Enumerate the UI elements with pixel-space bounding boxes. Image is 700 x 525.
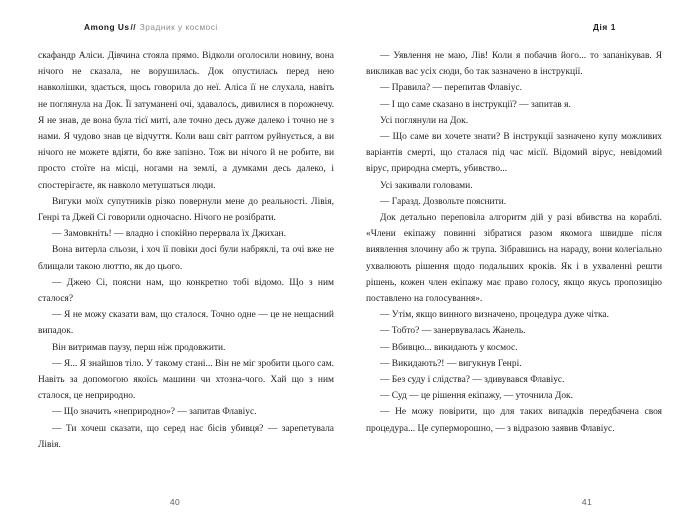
left-page-text: [38, 48, 334, 453]
paragraph: — Що значить «неприродно»? — запитав Флавіус.: [52, 407, 257, 418]
paragraph: — І що саме сказано в інструкції? — запитав я.: [380, 99, 571, 110]
left-page-number: 40: [169, 497, 181, 507]
book-subtitle: Зрадник у космосі: [139, 22, 218, 32]
paragraph: — Не можу повірити, що для таких випадків передбачена своя процедура... Це суперморошно, — з відразою заявив Флавіус.: [366, 407, 662, 434]
right-page: [350, 0, 700, 525]
running-head-separator: //: [130, 22, 137, 32]
paragraph: — Замовкніть! — владно і спокійно перервала їх Джихан.: [52, 229, 286, 240]
paragraph: — Я не можу сказати вам, що сталося. Точно одне — це не нещасний випадок.: [38, 310, 334, 337]
right-page-number: 41: [581, 497, 593, 507]
paragraph: — Що саме ви хочете знати? В інструкції зазначено купу можливих варіантів смерті, що сталася під час місії. Відомий вірус, невідомий вірус, природна смерть, убивство...: [366, 132, 662, 175]
paragraph: — Утім, якщо винного визначено, процедура дуже чітка.: [380, 310, 609, 321]
chapter-title: Дія 1: [593, 22, 616, 32]
paragraph: — Гаразд. Дозвольте пояснити.: [380, 196, 507, 207]
paragraph: — Викидають?! — вигукнув Генрі.: [380, 358, 522, 369]
paragraph: — Уявлення не маю, Лів! Коли я побачив його... то запанікував. Я викликав вас усіх сюди, бо так зазначено в інструкції.: [366, 51, 662, 78]
paragraph: Він витримав паузу, перш ніж продовжити.: [52, 342, 226, 353]
left-running-head: [38, 22, 334, 48]
paragraph: — Без суду і слідства? — здивувався Флавіус.: [380, 375, 565, 386]
right-page-text: [366, 48, 662, 437]
paragraph: — Вбивцю... викидають у космос.: [380, 342, 518, 353]
right-running-head: [366, 22, 662, 48]
paragraph: — Суд — це рішення екіпажу, — уточнила Док.: [380, 391, 573, 402]
paragraph: Вона витерла сльози, і хоч її повіки досі були набряклі, та очі вже не блищали такою люттю, як до цього.: [38, 245, 334, 272]
paragraph: — Тобто? — занервувалась Жанель.: [380, 326, 526, 337]
paragraph: — Я... Я знайшов тіло. У такому стані... Він не міг зробити цього сам. Навіть за допомогою якоїсь машини чи хтозна-чого. Хай що з ним сталося, це неприродно.: [38, 358, 334, 402]
paragraph: Вигуки моїх супутників різко повернули мене до реальності. Лівія, Генрі та Джей Сі говорили одночасно. Нічого не розібрати.: [38, 196, 334, 224]
paragraph: Усі закивали головами.: [380, 180, 473, 191]
paragraph: Док детально переповіла алгоритм дій у разі вбивства на кораблі. «Члени екіпажу повинні зібратися разом якомога швидше після виявлення злочину або ж трупа. Зібравшись на нараду, вони колегіально ухвалюють рішення щодо подальших кроків. Як і в ухваленні решти рішень, кожен член екіпажу має право голосу, якщо якусь пропозицію поставлено на голосування».: [366, 213, 662, 305]
paragraph: — Джею Сі, поясни нам, що конкретно тобі відомо. Що з ним сталося?: [38, 277, 334, 305]
paragraph: — Правила? — перепитав Флавіус.: [380, 83, 522, 94]
paragraph: — Ти хочеш сказати, що серед нас бісів убивця? — зарепетувала Лівія.: [38, 423, 334, 450]
paragraph: скафандр Аліси. Дівчина стояла прямо. Відколи оголосили новину, вона нічого не сказала, не ворушилась. Док опустилась перед нею навколішки, здається, щось говорила до неї. Аліса її не слухала, навіть не поглянула на Док. Її затуманені очі, здавалось, дивилися в порожнечу. Я не знав, де вона була тієї миті, але точно десь дуже далеко і точно не з нами. Я чудово знав це відчуття. Коли ваш світ раптом руйнується, а ви нічого не можете вдіяти, бо вже запізно. Тож ви нічого й не робите, ви просто стоїте на місці, ногами на землі, а думками десь далеко, і спостерігаєте, як навколо метушаться люди.: [38, 51, 334, 191]
paragraph: Усі поглянули на Док.: [380, 115, 469, 126]
book-title: Among Us: [84, 22, 130, 32]
